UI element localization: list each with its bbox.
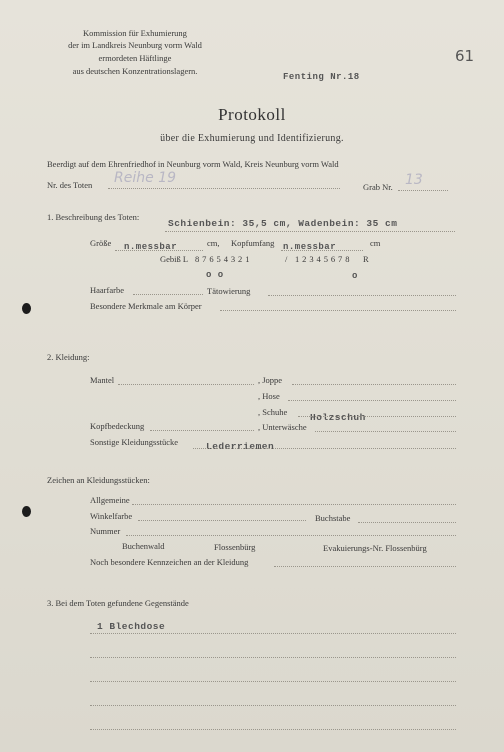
buchstabe-label: Buchstabe (315, 513, 351, 523)
gebiss-r-label: R (363, 254, 369, 264)
schuhe-label: , Schuhe (258, 407, 288, 417)
burial-line: Beerdigt auf dem Ehrenfriedhof in Neunburg vorm Wald, Kreis Neunburg vorm Wald (47, 159, 339, 169)
gebiss-left-teeth: 8 7 6 5 4 3 2 1 (195, 254, 250, 264)
unterwaesche-label: , Unterwäsche (258, 422, 307, 432)
punch-hole-top (22, 303, 31, 314)
allgemeine-line (132, 504, 456, 505)
document-title: Protokoll (218, 105, 286, 124)
gebiss-marks-right: o (352, 271, 358, 281)
kopfumfang-value: n.messbar (283, 242, 337, 252)
merkmale-label: Besondere Merkmale am Körper (90, 301, 202, 311)
gebiss-marks-left: o o (206, 270, 224, 280)
groesse-line (115, 250, 203, 251)
gegenstand-line-3 (90, 681, 456, 682)
sonstige-value: Lederriemen (206, 441, 275, 452)
buchstabe-line (358, 522, 456, 523)
nr-toten-label: Nr. des Toten (47, 180, 93, 190)
page-number: 61 (455, 47, 475, 65)
gebiss-label: Gebiß L (160, 254, 189, 264)
org-line-2: der im Landkreis Neunburg vorm Wald (68, 40, 202, 50)
section1-heading-line (165, 231, 455, 232)
taetowierung-line (268, 295, 456, 296)
kopfumfang-label: Kopfumfang (231, 238, 275, 248)
section1-heading: 1. Beschreibung des Toten: (47, 212, 140, 222)
merkmale-line (220, 310, 456, 311)
hose-label: , Hose (258, 391, 280, 401)
schuhe-value: Holzschuh (310, 412, 366, 423)
place-reference: Fenting Nr.18 (283, 72, 360, 82)
mantel-line (118, 384, 254, 385)
winkelfarbe-label: Winkelfarbe (90, 511, 133, 521)
nummer-line (126, 535, 456, 536)
nr-toten-value: Reihe 19 (114, 170, 176, 186)
gegenstand-item-1: 1 Blechdose (97, 621, 166, 632)
nr-toten-line (108, 188, 340, 189)
evakuierung-label: Evakuierungs-Nr. Flossenbürg (323, 543, 427, 553)
gebiss-right-teeth: 1 2 3 4 5 6 7 8 (295, 254, 350, 264)
grab-nr-value: 13 (405, 172, 423, 188)
cm-label: cm, (207, 238, 220, 248)
gebiss-separator: / (285, 254, 288, 264)
section2-heading: 2. Kleidung: (47, 352, 90, 362)
hose-line (288, 400, 456, 401)
sonstige-label: Sonstige Kleidungsstücke (90, 437, 179, 447)
gegenstand-line-2 (90, 657, 456, 658)
groesse-value: n.messbar (124, 242, 178, 252)
mantel-label: Mantel (90, 375, 115, 385)
schuhe-line (298, 416, 456, 417)
org-line-3: ermordeten Häftlinge (98, 53, 172, 63)
allgemeine-label: Allgemeine (90, 495, 130, 505)
noch-line (274, 566, 456, 567)
cm2-label: cm (370, 238, 381, 248)
org-line-4: aus deutschen Konzentrationslagern. (72, 66, 198, 76)
sonstige-line (193, 448, 456, 449)
winkelfarbe-line (138, 520, 306, 521)
document-subtitle: über die Exhumierung und Identifizierung. (160, 133, 344, 144)
grab-nr-label: Grab Nr. (363, 182, 393, 192)
joppe-line (292, 384, 456, 385)
gegenstand-line-5 (90, 729, 456, 730)
haarfarbe-label: Haarfarbe (90, 285, 124, 295)
haarfarbe-line (133, 294, 203, 295)
unterwaesche-line (315, 431, 456, 432)
kopfbedeckung-label: Kopfbedeckung (90, 421, 145, 431)
kopfumfang-line (281, 250, 363, 251)
noch-label: Noch besondere Kennzeichen an der Kleidung (90, 557, 249, 567)
section3-heading: 3. Bei dem Toten gefundene Gegenstände (47, 598, 189, 608)
zeichen-heading: Zeichen an Kleidungsstücken: (47, 475, 150, 485)
groesse-label: Größe (90, 238, 112, 248)
grab-nr-line (398, 190, 448, 191)
gegenstand-line-4 (90, 705, 456, 706)
flossenbuerg-label: Flossenbürg (214, 542, 256, 552)
taetowierung-label: Tätowierung (207, 286, 251, 296)
joppe-label: , Joppe (258, 375, 283, 385)
punch-hole-bottom (22, 506, 31, 517)
org-line-1: Kommission für Exhumierung (83, 28, 187, 38)
gegenstand-line-1 (90, 633, 456, 634)
section1-heading-value: Schienbein: 35,5 cm, Wadenbein: 35 cm (168, 218, 398, 229)
buchenwald-label: Buchenwald (122, 541, 165, 551)
nummer-label: Nummer (90, 526, 121, 536)
kopfbedeckung-line (150, 430, 254, 431)
